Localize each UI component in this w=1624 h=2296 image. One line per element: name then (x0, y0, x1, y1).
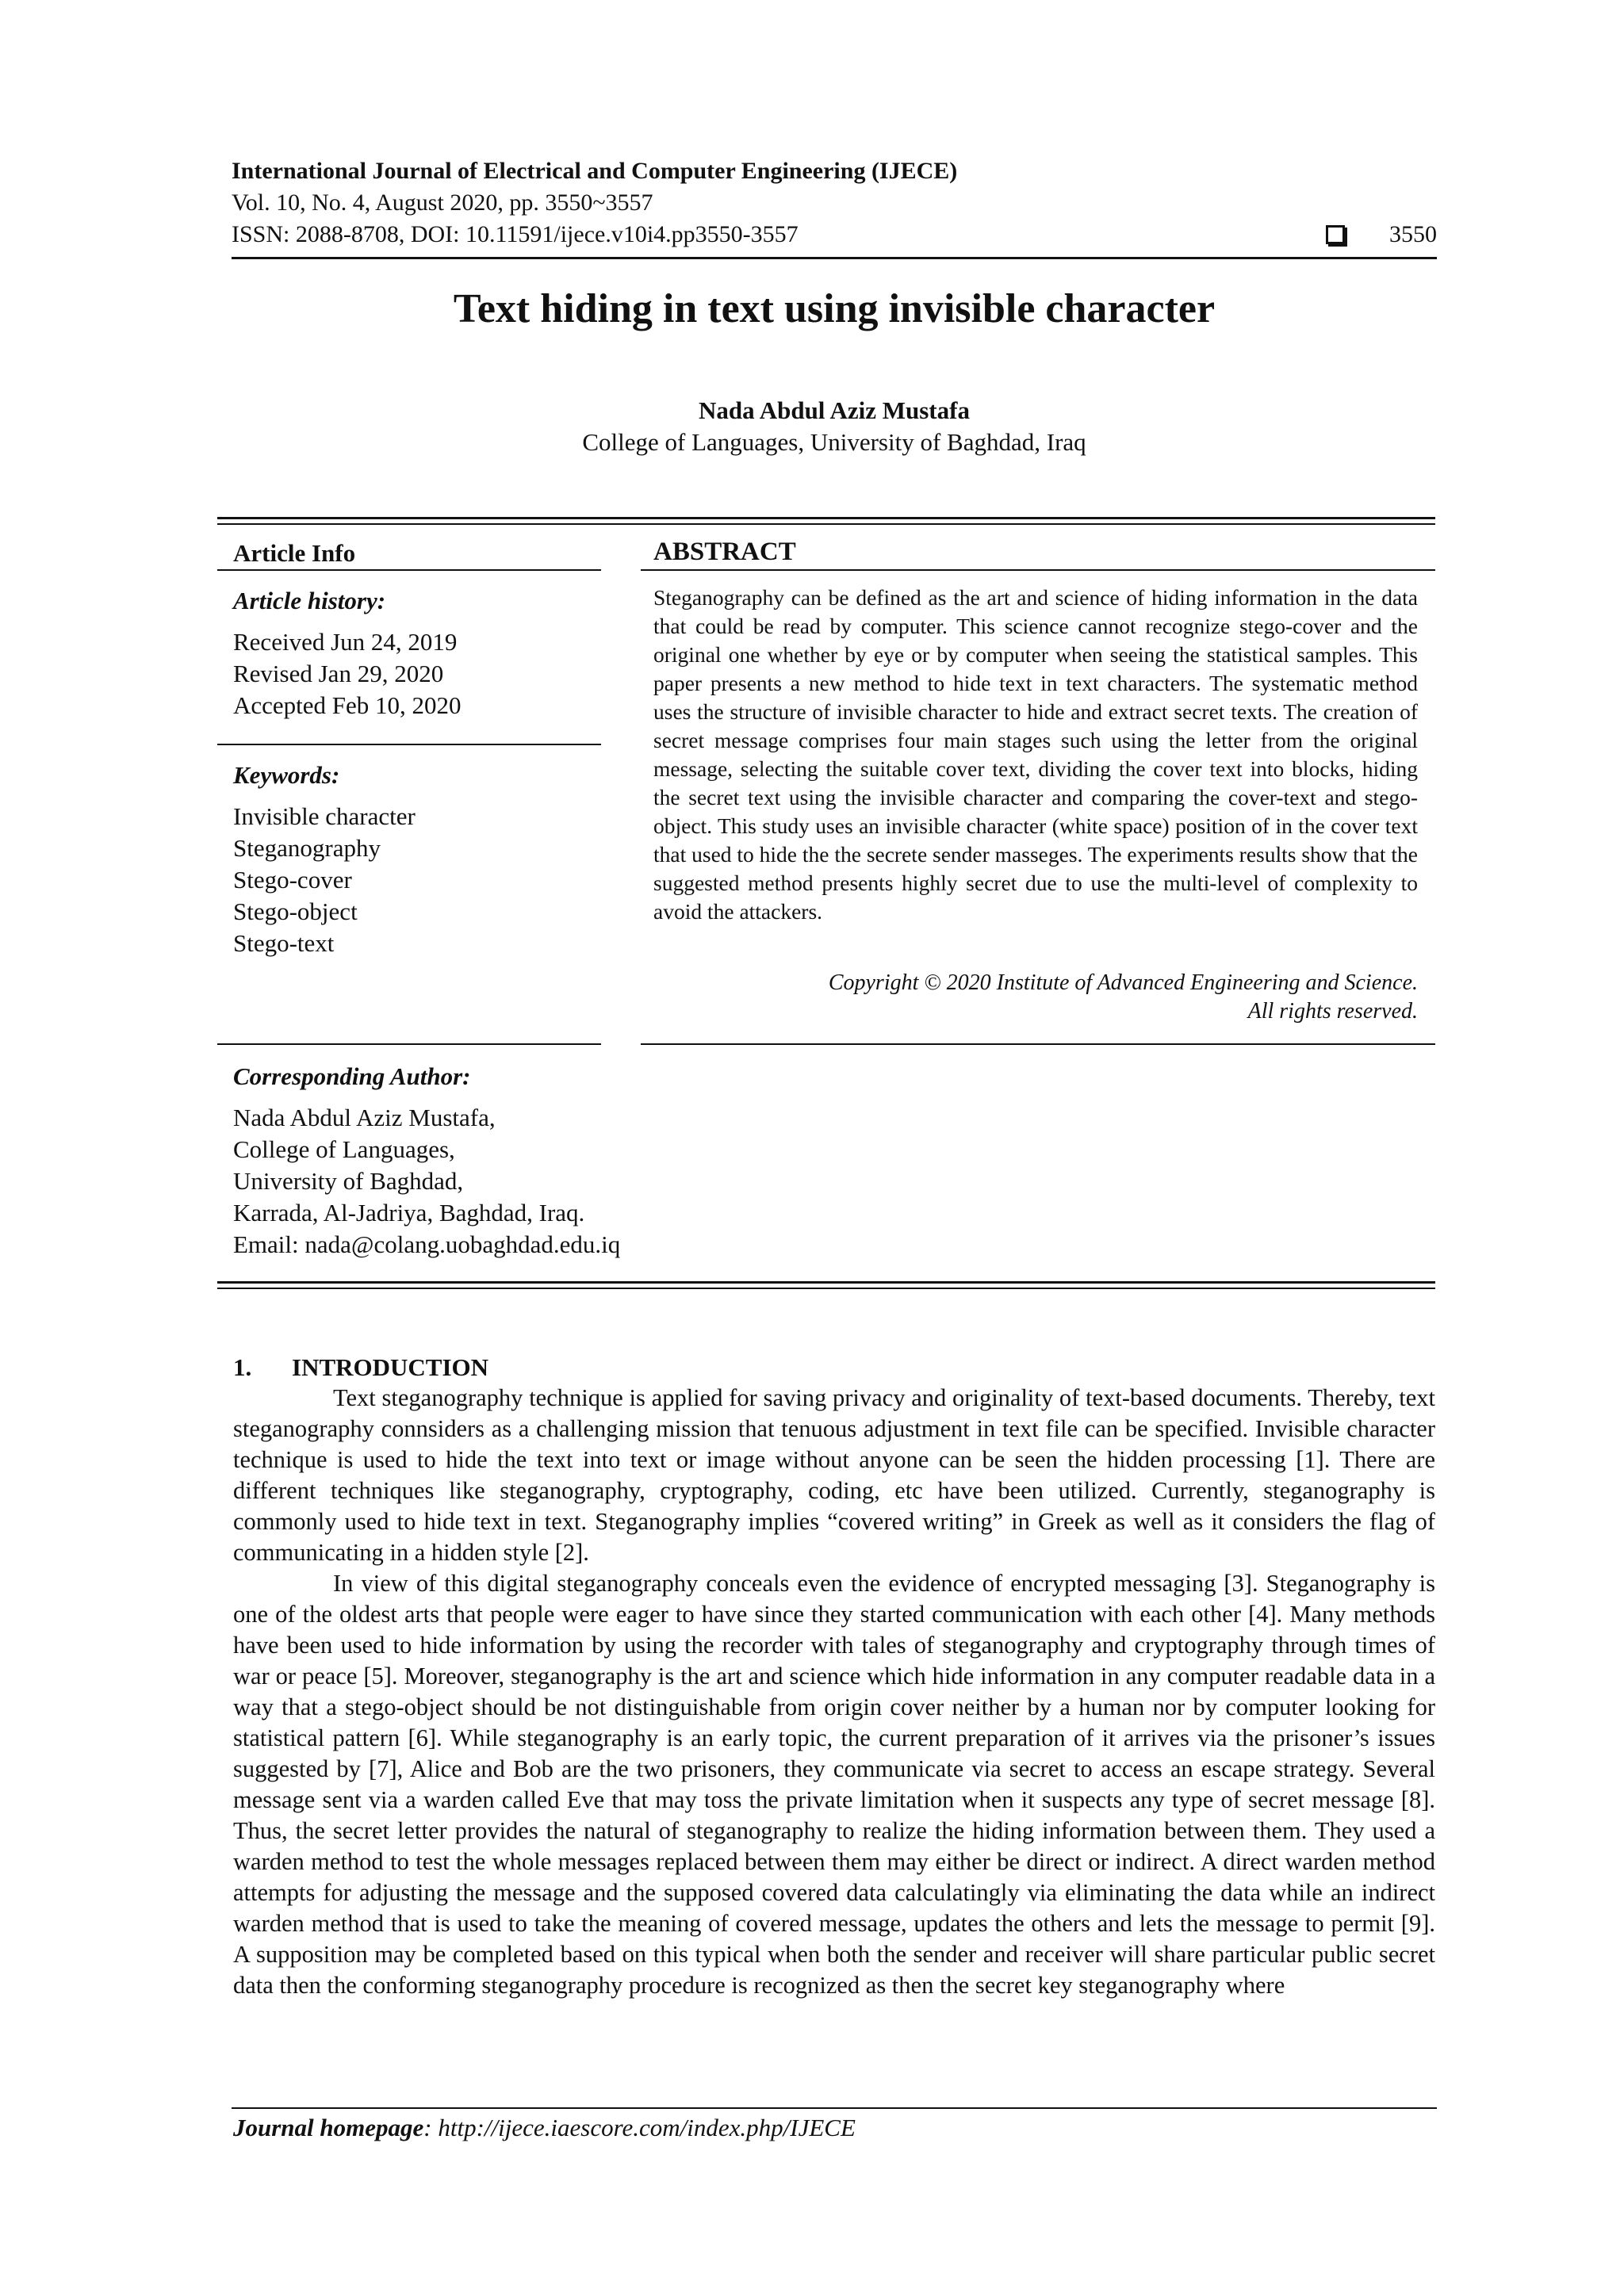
footer-rule (232, 2107, 1437, 2109)
body-paragraph: In view of this digital steganography conceals even the evidence of encrypted messaging [3]. Steganography is one of the oldest arts that people were eager to have since they started communication with each other [4]. Many methods have been used to hide information by using the recorder with tales of steganography and cryptography through times of war or peace [5]. Moreover, steganography is the art and science which hide information in any computer readable data in a way that a stego-object should be not distinguishable from origin cover neither by a human nor by computer looking for statistical pattern [6]. While steganography is an early topic, the current preparation of it arrives via the prisoner’s issues suggested by [7], Alice and Bob are the two prisoners, they communicate via secret to access an escape strategy. Several message sent via a warden called Eve that may toss the private limitation when it suspects any type of secret message [8]. Thus, the secret letter provides the natural of steganography to realize the hiding information between them. They used a warden method to test the whole messages replaced between them may either be direct or indirect. A direct warden method attempts for adjusting the message and the supposed covered data calculatingly via eliminating the data while an indirect warden method that is used to take the meaning of covered message, updates the others and lets the message to permit [9]. A supposition may be completed based on this typical when both the sender and receiver will share particular public secret data then the conforming steganography procedure is recognized as then the secret key steganography where (233, 1570, 1435, 1999)
corresponding-line: University of Baghdad, (233, 1167, 464, 1195)
history-received: Received Jun 24, 2019 (233, 628, 458, 656)
corresponding-author (233, 1061, 947, 1261)
history-heading: Article history: (233, 587, 386, 614)
abstract-bottom-rule (641, 1043, 1435, 1045)
journal-header (232, 155, 1437, 251)
homepage-url[interactable]: http://ijece.iaescore.com/index.php/IJECE (438, 2114, 856, 2141)
journal-homepage: Journal homepage: http://ijece.iaescore.com/index.php/IJECE (233, 2114, 856, 2141)
keyword-item: Steganography (233, 834, 381, 862)
journal-name: International Journal of Electrical and Computer Engineering (IJECE) (232, 158, 958, 184)
volume-line: Vol. 10, No. 4, August 2020, pp. 3550~3557 (232, 189, 653, 216)
corresponding-email: Email: nada@colang.uobaghdad.edu.iq (233, 1230, 621, 1258)
section-heading (233, 1353, 488, 1383)
article-info-rule (217, 569, 601, 571)
issn-row (232, 219, 1437, 251)
keywords-block (233, 760, 606, 959)
keyword-item: Stego-text (233, 929, 335, 957)
corresponding-line: Karrada, Al-Jadriya, Baghdad, Iraq. (233, 1199, 585, 1226)
introduction-body (233, 1383, 1435, 2001)
issn-line: ISSN: 2088-8708, DOI: 10.11591/ijece.v10i4.pp3550-3557 (232, 221, 799, 247)
section-number: 1. (233, 1353, 252, 1381)
keywords-rule (217, 1043, 601, 1045)
keyword-item: Stego-object (233, 897, 358, 925)
author-block (232, 395, 1437, 458)
abstract-rule (641, 569, 1435, 571)
page-number: 3550 (1389, 221, 1437, 247)
copyright-notice (653, 969, 1418, 1026)
page-number-box (1326, 219, 1437, 251)
author-name: Nada Abdul Aziz Mustafa (699, 396, 970, 424)
header-rule (232, 257, 1437, 259)
info-top-rule (217, 517, 1435, 525)
abstract-heading: ABSTRACT (653, 538, 796, 566)
section-title: INTRODUCTION (292, 1353, 489, 1381)
keywords-heading: Keywords: (233, 761, 340, 789)
article-info-heading-wrap (233, 538, 606, 569)
paper-title: Text hiding in text using invisible character (453, 286, 1216, 331)
article-history (233, 585, 606, 721)
article-info-heading: Article Info (233, 539, 356, 567)
history-revised: Revised Jan 29, 2020 (233, 660, 444, 687)
info-bottom-rule (217, 1281, 1435, 1289)
author-affiliation: College of Languages, University of Baghdad, Iraq (582, 428, 1086, 456)
square-shadow-icon (1326, 225, 1345, 244)
rights-line: All rights reserved. (1247, 999, 1418, 1024)
corresponding-heading: Corresponding Author: (233, 1062, 471, 1090)
corresponding-line: Nada Abdul Aziz Mustafa, (233, 1104, 496, 1131)
history-accepted: Accepted Feb 10, 2020 (233, 691, 462, 719)
homepage-label: Journal homepage (233, 2114, 424, 2141)
history-rule (217, 744, 601, 745)
keyword-item: Stego-cover (233, 866, 352, 894)
copyright-line: Copyright © 2020 Institute of Advanced Engineering and Science. (828, 970, 1418, 995)
keyword-item: Invisible character (233, 802, 416, 830)
abstract-text: Steganography can be defined as the art and science of hiding information in the data that could be read by computer. This science cannot recognize stego-cover and the original one whether by eye or by computer when seeing the statistical samples. This paper presents a new method to hide text in text characters. The systematic method uses the structure of invisible character to hide and extract secret texts. The creation of secret message comprises four main stages such using the letter from the original message, selecting the suitable cover text, dividing the cover text into blocks, hiding the secret text using the invisible character and comparing the cover-text and stego-object. This study uses an invisible character (white space) position of in the cover text that used to hide the the secrete sender masseges. The experiments results show that the suggested method presents highly secret due to use the multi-level of complexity to avoid the attackers. (653, 585, 1419, 924)
corresponding-line: College of Languages, (233, 1135, 455, 1163)
body-paragraph: Text steganography technique is applied for saving privacy and originality of text-based documents. Thereby, text steganography connsiders as a challenging mission that tenuous adjustment in text file can be specified. Invisible character technique is used to hide the text into text or image without anyone can be seen the hidden processing [1]. There are different techniques like steganography, cryptography, coding, etc have been utilized. Currently, steganography is commonly used to hide text in text. Steganography implies “covered writing” in Greek as well as it considers the flag of communicating in a hidden style [2]. (233, 1384, 1435, 1566)
